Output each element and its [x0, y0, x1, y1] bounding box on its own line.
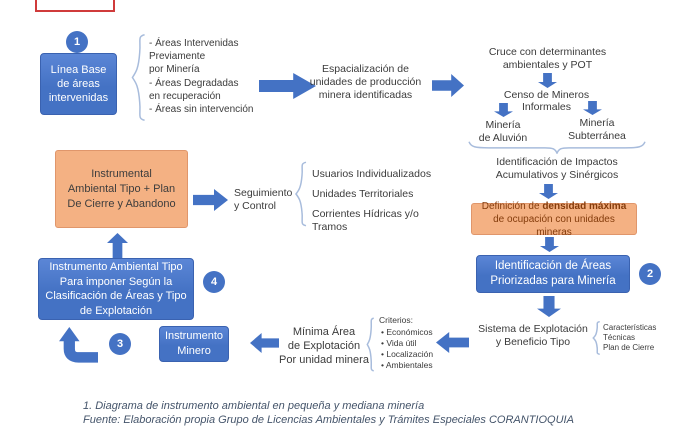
instrumental-line: De Cierre y Abandono	[67, 197, 176, 210]
minima-line: Mínima Área	[292, 326, 356, 338]
instrumental-line: Instrumental	[91, 167, 152, 180]
instrumento-ambiental-line: Clasificación de Áreas y Tipo	[45, 290, 187, 302]
step-4-badge: 4	[203, 271, 225, 293]
down-arrow-icon	[494, 103, 513, 117]
impactos-label	[477, 156, 637, 182]
minima-area-label	[279, 325, 369, 367]
monitoreo-brace	[294, 161, 308, 227]
criterios-item: • Localización	[381, 349, 441, 360]
linea-base-line: de áreas	[57, 78, 100, 90]
instrumental-ambiental-box	[55, 150, 188, 228]
sistema-explotacion-label	[472, 323, 594, 349]
baseline-item: - Áreas Intervenidas	[149, 38, 239, 49]
areas-priorizadas-line: Priorizadas para Minería	[490, 275, 616, 287]
baseline-item: Previamente	[149, 51, 206, 63]
impactos-line: Acumulativos y Sinérgicos	[495, 169, 619, 181]
sistema-line: Sistema de Explotación	[478, 323, 588, 335]
baseline-item: por Minería	[149, 64, 200, 76]
seguimiento-line: y Control	[234, 200, 277, 212]
definicion-densidad-box	[471, 200, 637, 238]
monitoreo-item: Unidades Territoriales	[312, 188, 414, 200]
caracteristicas-line: Técnicas	[603, 333, 636, 342]
criterios-list	[381, 327, 441, 371]
baseline-brace	[130, 33, 147, 122]
minima-line: Por unidad minera	[279, 354, 369, 366]
monitoreo-list	[312, 168, 452, 234]
instrumento-ambiental-line: Instrumento Ambiental Tipo	[49, 261, 183, 273]
areas-priorizadas-line: Identificación de Áreas	[494, 260, 612, 272]
step-1-badge: 1	[66, 31, 88, 53]
monitoreo-item: Corrientes Hídricas y/o Tramos	[312, 208, 419, 233]
subterranea-line: Subterránea	[568, 130, 626, 142]
left-arrow-icon	[250, 333, 279, 353]
step-2-badge: 2	[639, 263, 661, 285]
linea-base-line: Línea Base	[50, 64, 107, 76]
criterios-item: • Ambientales	[381, 360, 441, 371]
criterios-item: • Vida útil	[381, 338, 441, 349]
instrumento-minero-box	[159, 326, 229, 362]
caracteristicas-line: Características	[603, 323, 657, 332]
aluvion-line: Minería	[485, 119, 521, 131]
instrumental-line: Ambiental Tipo + Plan	[67, 182, 176, 195]
subterranea-line: Minería	[579, 117, 615, 129]
mining-types-brace	[467, 140, 647, 154]
espacializacion-label	[303, 63, 428, 102]
linea-base-box	[40, 53, 117, 115]
caption-source: Fuente: Elaboración propia Grupo de Licencias Ambientales y Trámites Especiales CORANTIOQUIA	[83, 414, 574, 426]
baseline-item: - Áreas sin intervención	[149, 104, 254, 116]
definicion-suffix: de ocupación con unidades mineras	[493, 213, 615, 238]
areas-priorizadas-box	[476, 255, 630, 293]
espacializacion-line: minera identificadas	[318, 89, 413, 101]
instrumento-ambiental-line: Para imponer Según la	[59, 275, 173, 288]
cruce-label	[485, 46, 610, 72]
censo-label: Censo de Mineros Informales	[503, 89, 590, 113]
baseline-item: - Áreas Degradadas	[149, 77, 239, 89]
aluvion-line: de Aluvión	[478, 132, 528, 144]
cruce-line: ambientales y POT	[502, 59, 593, 71]
down-arrow-icon	[583, 101, 602, 115]
monitoreo-item: Usuarios Individualizados	[312, 168, 432, 180]
instrumento-minero-line: Instrumento	[164, 330, 224, 342]
instrumento-minero-line: Minero	[177, 345, 211, 357]
baseline-items-list	[149, 37, 267, 116]
caracteristicas-brace	[592, 321, 601, 355]
espacializacion-line: unidades de producción	[309, 76, 422, 88]
up-arrow-icon	[107, 233, 128, 258]
definicion-text	[476, 200, 632, 239]
step-3-badge: 3	[109, 333, 131, 355]
minima-line: de Explotación	[287, 340, 361, 352]
baseline-item: en recuperación	[149, 90, 221, 102]
figure-caption	[83, 399, 653, 427]
definicion-prefix: Definición de	[481, 200, 543, 212]
instrumento-ambiental-line: de Explotación	[79, 304, 153, 317]
caption-title: 1. Diagrama de instrumento ambiental en pequeña y mediana minería	[83, 400, 425, 412]
red-crop-annotation-box	[35, 0, 115, 12]
curved-up-arrow-icon	[57, 326, 98, 364]
seguimiento-label	[234, 187, 298, 213]
sistema-line: y Beneficio Tipo	[495, 336, 571, 348]
instrumento-ambiental-tipo-box	[38, 258, 194, 320]
down-arrow-icon	[538, 73, 557, 88]
cruce-line: Cruce con determinantes	[488, 46, 607, 58]
down-arrow-icon	[537, 296, 561, 317]
down-arrow-icon	[539, 184, 558, 199]
caracteristicas-list	[603, 323, 665, 353]
linea-base-line: intervenidas	[48, 92, 109, 104]
criterios-item: • Económicos	[381, 327, 441, 338]
impactos-line: Identificación de Impactos	[496, 156, 618, 168]
criterios-title: Criterios:	[379, 315, 414, 325]
right-arrow-icon	[432, 74, 464, 97]
espacializacion-line: Espacialización de	[322, 63, 409, 75]
definicion-bold: densidad máxima	[542, 200, 627, 212]
seguimiento-line: Seguimiento	[234, 187, 293, 199]
right-arrow-icon	[193, 189, 228, 211]
down-arrow-icon	[540, 237, 559, 252]
caracteristicas-line: Plan de Cierre	[603, 343, 655, 352]
